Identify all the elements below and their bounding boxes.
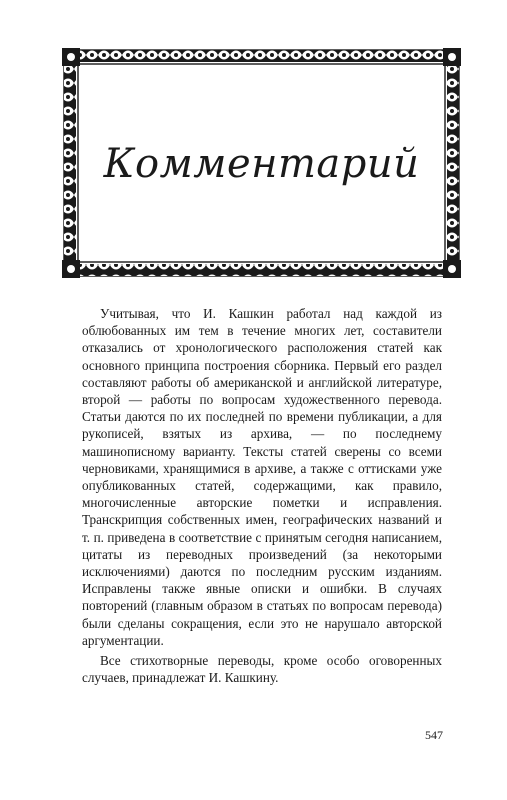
paragraph: Учитывая, что И. Кашкин работал над каждой из облюбованных им тем в течение многих лет, составители отказались от хронологического расположения статей как основного принципа построения сборника. Первый его раздел составляют работы об американской и английской литературе, второй — работы по вопросам художественного перевода. Статьи даются по их последней по времени публикации, а для рукописей, взятых из архива, — по последнему машинописному варианту. Тексты статей сверены со всеми черновиками, хранящимися в архиве, а также с оттисками уже опубликованных статей, содержащими, как правило, многочисленные авторские пометки и исправления. Транскрипция собственных имен, географических названий и т. п. приведена в соответствие с принятым сегодня написанием, цитаты из переводных произведений (за некоторыми исключениями) даются по последним русским изданиям. Исправлены также явные описки и ошибки. В случаях повторений (главным образом в статьях по вопросам перевода) были сделаны сокращения, если это не нарушало авторской аргументации.	[82, 306, 442, 648]
heading-container	[62, 48, 461, 278]
ornamental-frame	[62, 48, 461, 278]
page-heading: Комментарий	[103, 141, 420, 187]
page-number: 547	[425, 728, 443, 742]
commentary-body	[82, 305, 442, 686]
paragraph: Все стихотворные переводы, кроме особо оговоренных случаев, принадлежат И. Кашкину.	[82, 653, 442, 686]
